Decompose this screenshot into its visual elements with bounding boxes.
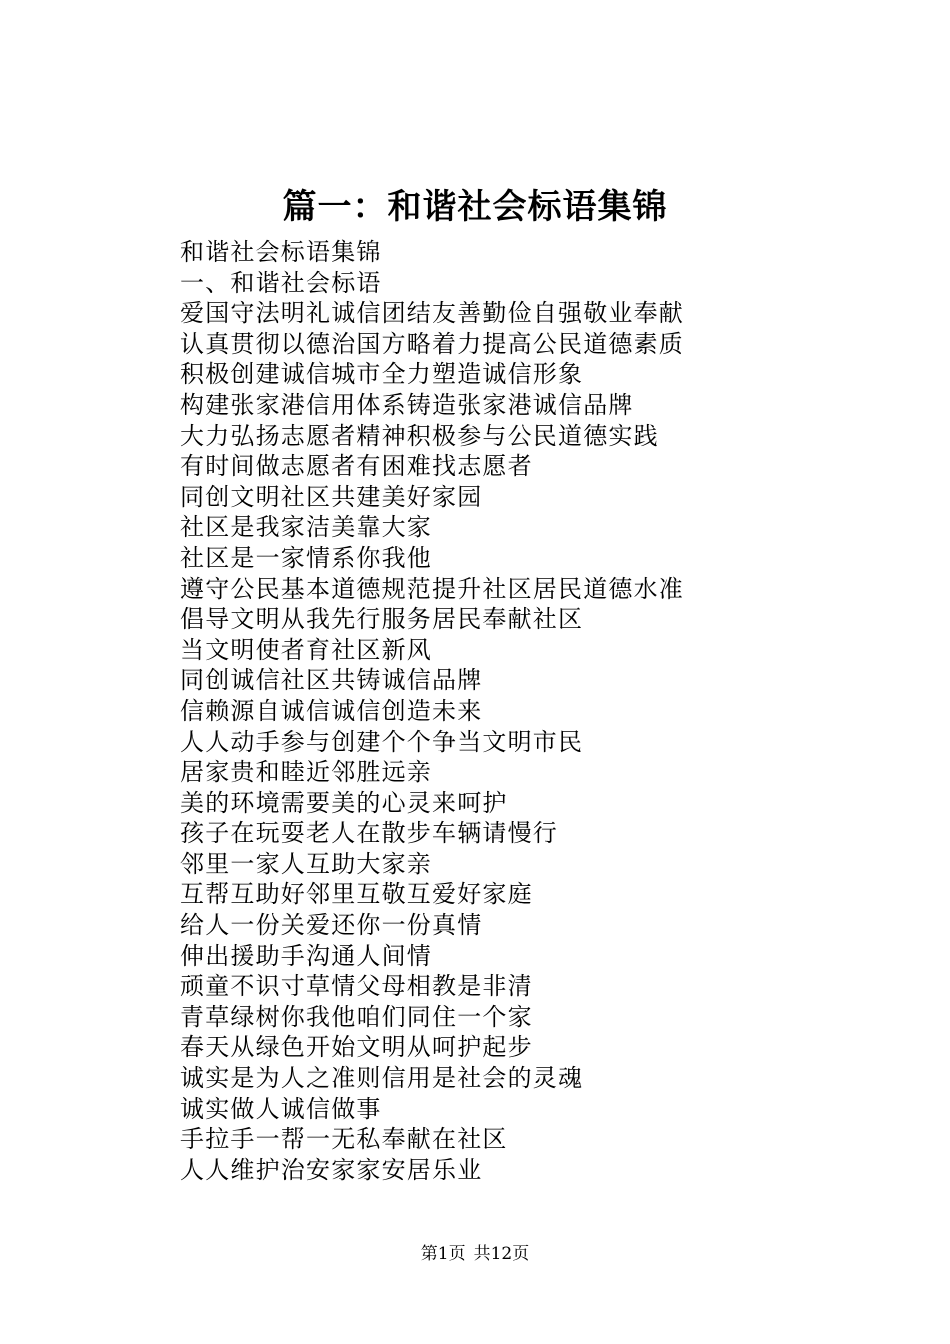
text-line: 遵守公民基本道德规范提升社区居民道德水准 bbox=[180, 574, 684, 603]
text-line: 爱国守法明礼诚信团结友善勤俭自强敬业奉献 bbox=[180, 299, 684, 328]
text-line: 青草绿树你我他咱们同住一个家 bbox=[180, 1002, 533, 1031]
text-line: 当文明使者育社区新风 bbox=[180, 635, 432, 664]
text-line: 构建张家港信用体系铸造张家港诚信品牌 bbox=[180, 390, 634, 419]
text-line: 居家贵和睦近邻胜远亲 bbox=[180, 758, 432, 787]
text-line: 倡导文明从我先行服务居民奉献社区 bbox=[180, 605, 584, 634]
text-line: 同创文明社区共建美好家园 bbox=[180, 482, 483, 511]
text-line: 邻里一家人互助大家亲 bbox=[180, 849, 432, 878]
text-line: 美的环境需要美的心灵来呵护 bbox=[180, 788, 508, 817]
text-line: 诚实做人诚信做事 bbox=[180, 1094, 382, 1123]
slogan-list bbox=[180, 237, 780, 1185]
text-line: 手拉手一帮一无私奉献在社区 bbox=[180, 1125, 508, 1154]
page-number: 第1页 bbox=[420, 1244, 466, 1264]
text-line: 春天从绿色开始文明从呵护起步 bbox=[180, 1033, 533, 1062]
text-line: 人人维护治安家家安居乐业 bbox=[180, 1155, 483, 1184]
text-line: 一、和谐社会标语 bbox=[180, 268, 382, 297]
text-line: 互帮互助好邻里互敬互爱好家庭 bbox=[180, 880, 533, 909]
text-line: 诚实是为人之准则信用是社会的灵魂 bbox=[180, 1064, 584, 1093]
page-total: 共12页 bbox=[473, 1244, 530, 1264]
text-line: 认真贯彻以德治国方略着力提高公民道德素质 bbox=[180, 329, 684, 358]
page-footer bbox=[0, 1242, 950, 1266]
text-line: 顽童不识寸草情父母相教是非清 bbox=[180, 972, 533, 1001]
text-line: 积极创建诚信城市全力塑造诚信形象 bbox=[180, 360, 584, 389]
text-line: 伸出援助手沟通人间情 bbox=[180, 941, 432, 970]
text-line: 和谐社会标语集锦 bbox=[180, 238, 382, 266]
text-line: 信赖源自诚信诚信创造未来 bbox=[180, 696, 483, 725]
text-line: 大力弘扬志愿者精神积极参与公民道德实践 bbox=[180, 421, 659, 450]
text-line: 有时间做志愿者有困难找志愿者 bbox=[180, 452, 533, 481]
text-line: 孩子在玩耍老人在散步车辆请慢行 bbox=[180, 819, 558, 848]
text-line: 给人一份关爱还你一份真情 bbox=[180, 911, 483, 940]
text-line: 社区是我家洁美靠大家 bbox=[180, 513, 432, 542]
document-title: 篇一：和谐社会标语集锦 bbox=[282, 187, 668, 227]
text-line: 人人动手参与创建个个争当文明市民 bbox=[180, 727, 584, 756]
text-line: 社区是一家情系你我他 bbox=[180, 543, 432, 572]
text-line: 同创诚信社区共铸诚信品牌 bbox=[180, 666, 483, 695]
